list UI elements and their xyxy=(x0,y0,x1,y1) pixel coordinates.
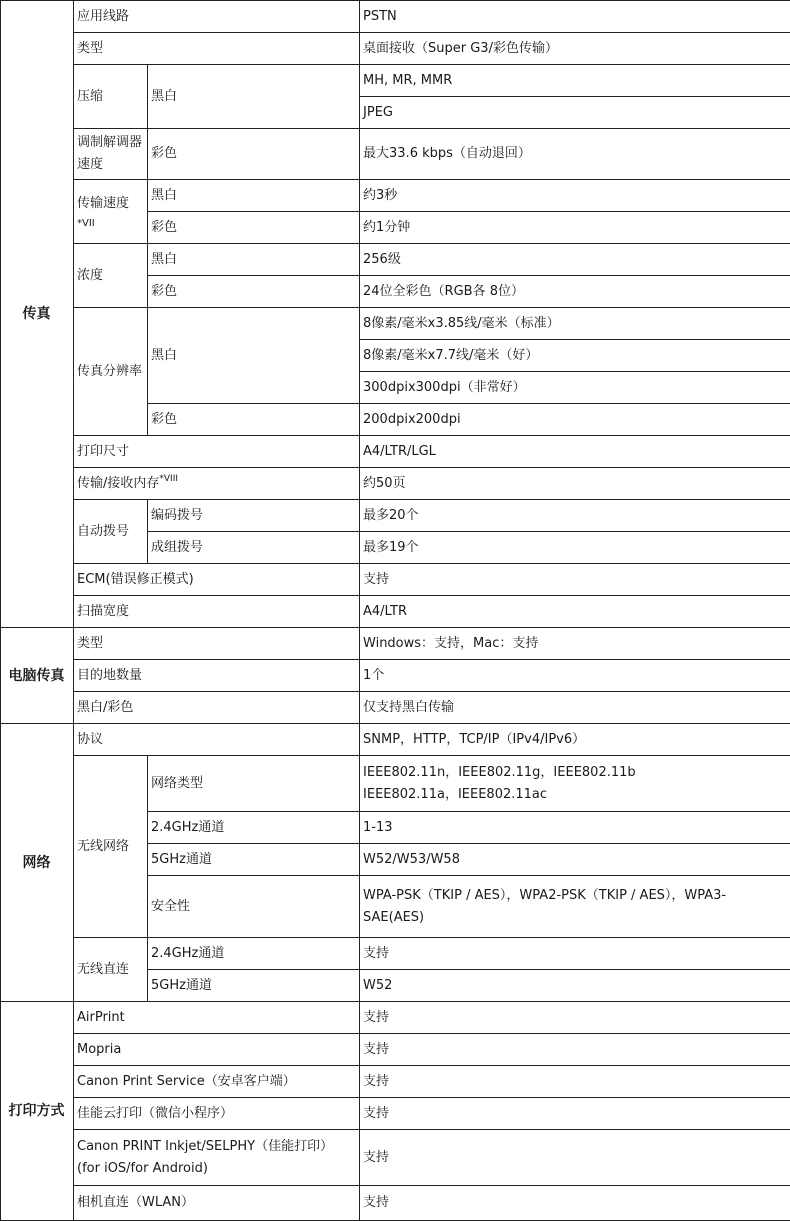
direct-label: 无线直连 xyxy=(74,938,148,1002)
autodial-group-label: 成组拨号 xyxy=(148,532,360,564)
table-row xyxy=(1,500,790,532)
scan-width-label: 扫描宽度 xyxy=(74,596,360,628)
table-row xyxy=(1,1130,790,1186)
memory-label: 传输/接收内存 xyxy=(77,476,159,491)
resolution-color-label: 彩色 xyxy=(148,404,360,436)
table-row xyxy=(1,244,790,276)
wl-type-line-2: IEEE802.11a，IEEE802.11ac xyxy=(363,784,786,806)
table-row xyxy=(1,33,790,65)
type-label: 类型 xyxy=(74,33,360,65)
autodial-label: 自动拨号 xyxy=(74,500,148,564)
line-value: PSTN xyxy=(360,1,790,33)
direct-5-label: 5GHz通道 xyxy=(148,970,360,1002)
density-bw-value: 256级 xyxy=(360,244,790,276)
table-row xyxy=(1,724,790,756)
pcfax-type-label: 类型 xyxy=(74,628,360,660)
scan-width-value: A4/LTR xyxy=(360,596,790,628)
memory-value: 约50页 xyxy=(360,468,790,500)
autodial-coded-value: 最多20个 xyxy=(360,500,790,532)
table-row xyxy=(1,1002,790,1034)
pcfax-dest-value: 1个 xyxy=(360,660,790,692)
resolution-bw-value-1: 8像素/毫米x3.85线/毫米（标准） xyxy=(360,308,790,340)
resolution-bw-label: 黑白 xyxy=(148,308,360,404)
pcfax-color-value: 仅支持黑白传输 xyxy=(360,692,790,724)
protocol-label: 协议 xyxy=(74,724,360,756)
table-row xyxy=(1,938,790,970)
modem-value: 最大33.6 kbps（自动退回） xyxy=(360,129,790,180)
section-print-methods: 打印方式 xyxy=(1,1002,74,1221)
compression-value-2: JPEG xyxy=(360,97,790,129)
table-row xyxy=(1,564,790,596)
autodial-group-value: 最多19个 xyxy=(360,532,790,564)
print-size-value: A4/LTR/LGL xyxy=(360,436,790,468)
wl-sec-label: 安全性 xyxy=(148,876,360,938)
type-value: 桌面接收（Super G3/彩色传输） xyxy=(360,33,790,65)
resolution-bw-value-3: 300dpix300dpi（非常好） xyxy=(360,372,790,404)
density-label: 浓度 xyxy=(74,244,148,308)
print-method-value: 支持 xyxy=(360,1034,790,1066)
print-size-label: 打印尺寸 xyxy=(74,436,360,468)
print-method-value: 支持 xyxy=(360,1130,790,1186)
wl-5-label: 5GHz通道 xyxy=(148,844,360,876)
density-color-value: 24位全彩色（RGB各 8位） xyxy=(360,276,790,308)
print-method-value: 支持 xyxy=(360,1098,790,1130)
speed-note: *VII xyxy=(77,217,143,231)
pcfax-type-value: Windows：支持，Mac：支持 xyxy=(360,628,790,660)
autodial-coded-label: 编码拨号 xyxy=(148,500,360,532)
speed-color-label: 彩色 xyxy=(148,212,360,244)
memory-note: *VIII xyxy=(159,474,178,484)
speed-label: 传输速度 xyxy=(77,196,129,211)
density-bw-label: 黑白 xyxy=(148,244,360,276)
table-row xyxy=(1,436,790,468)
modem-sub: 彩色 xyxy=(148,129,360,180)
table-row xyxy=(1,660,790,692)
wl-5-value: W52/W53/W58 xyxy=(360,844,790,876)
ecm-value: 支持 xyxy=(360,564,790,596)
compression-value-1: MH, MR, MMR xyxy=(360,65,790,97)
direct-24-label: 2.4GHz通道 xyxy=(148,938,360,970)
table-row xyxy=(1,129,790,180)
print-method-label: Canon PRINT Inkjet/SELPHY（佳能打印）(for iOS/for Android) xyxy=(74,1130,360,1186)
section-network: 网络 xyxy=(1,724,74,1002)
print-method-value: 支持 xyxy=(360,1186,790,1221)
print-method-value: 支持 xyxy=(360,1002,790,1034)
print-method-value: 支持 xyxy=(360,1066,790,1098)
section-fax: 传真 xyxy=(1,1,74,628)
table-row xyxy=(1,180,790,212)
compression-label: 压缩 xyxy=(74,65,148,129)
resolution-bw-value-2: 8像素/毫米x7.7线/毫米（好） xyxy=(360,340,790,372)
table-row xyxy=(1,1,790,33)
table-row xyxy=(1,468,790,500)
speed-label-cell xyxy=(74,180,148,244)
wl-type-label: 网络类型 xyxy=(148,756,360,812)
section-pc-fax: 电脑传真 xyxy=(1,628,74,724)
wl-type-line-1: IEEE802.11n，IEEE802.11g，IEEE802.11b xyxy=(363,762,786,784)
wl-24-label: 2.4GHz通道 xyxy=(148,812,360,844)
print-method-label: Mopria xyxy=(74,1034,360,1066)
table-row xyxy=(1,692,790,724)
density-color-label: 彩色 xyxy=(148,276,360,308)
resolution-label: 传真分辨率 xyxy=(74,308,148,436)
modem-label: 调制解调器速度 xyxy=(74,129,148,180)
table-row xyxy=(1,308,790,340)
compression-sub: 黑白 xyxy=(148,65,360,129)
wl-24-value: 1-13 xyxy=(360,812,790,844)
resolution-color-value: 200dpix200dpi xyxy=(360,404,790,436)
table-row xyxy=(1,596,790,628)
ecm-label: ECM(错误修正模式) xyxy=(74,564,360,596)
speed-bw-value: 约3秒 xyxy=(360,180,790,212)
table-row xyxy=(1,628,790,660)
wl-sec-value: WPA-PSK（TKIP / AES），WPA2-PSK（TKIP / AES），WPA3-SAE(AES) xyxy=(360,876,790,938)
table-row xyxy=(1,65,790,97)
protocol-value: SNMP，HTTP，TCP/IP（IPv4/IPv6） xyxy=(360,724,790,756)
table-row xyxy=(1,1098,790,1130)
wireless-label: 无线网络 xyxy=(74,756,148,938)
table-row xyxy=(1,1066,790,1098)
print-method-label: 佳能云打印（微信小程序） xyxy=(74,1098,360,1130)
speed-color-value: 约1分钟 xyxy=(360,212,790,244)
print-method-label: Canon Print Service（安卓客户端） xyxy=(74,1066,360,1098)
pcfax-color-label: 黑白/彩色 xyxy=(74,692,360,724)
pcfax-dest-label: 目的地数量 xyxy=(74,660,360,692)
direct-5-value: W52 xyxy=(360,970,790,1002)
table-row xyxy=(1,756,790,812)
direct-24-value: 支持 xyxy=(360,938,790,970)
wl-type-value-cell xyxy=(360,756,790,812)
print-method-label: AirPrint xyxy=(74,1002,360,1034)
table-row xyxy=(1,1186,790,1221)
memory-label-cell xyxy=(74,468,360,500)
table-row xyxy=(1,1034,790,1066)
line-label: 应用线路 xyxy=(74,1,360,33)
print-method-label: 相机直连（WLAN） xyxy=(74,1186,360,1221)
speed-bw-label: 黑白 xyxy=(148,180,360,212)
